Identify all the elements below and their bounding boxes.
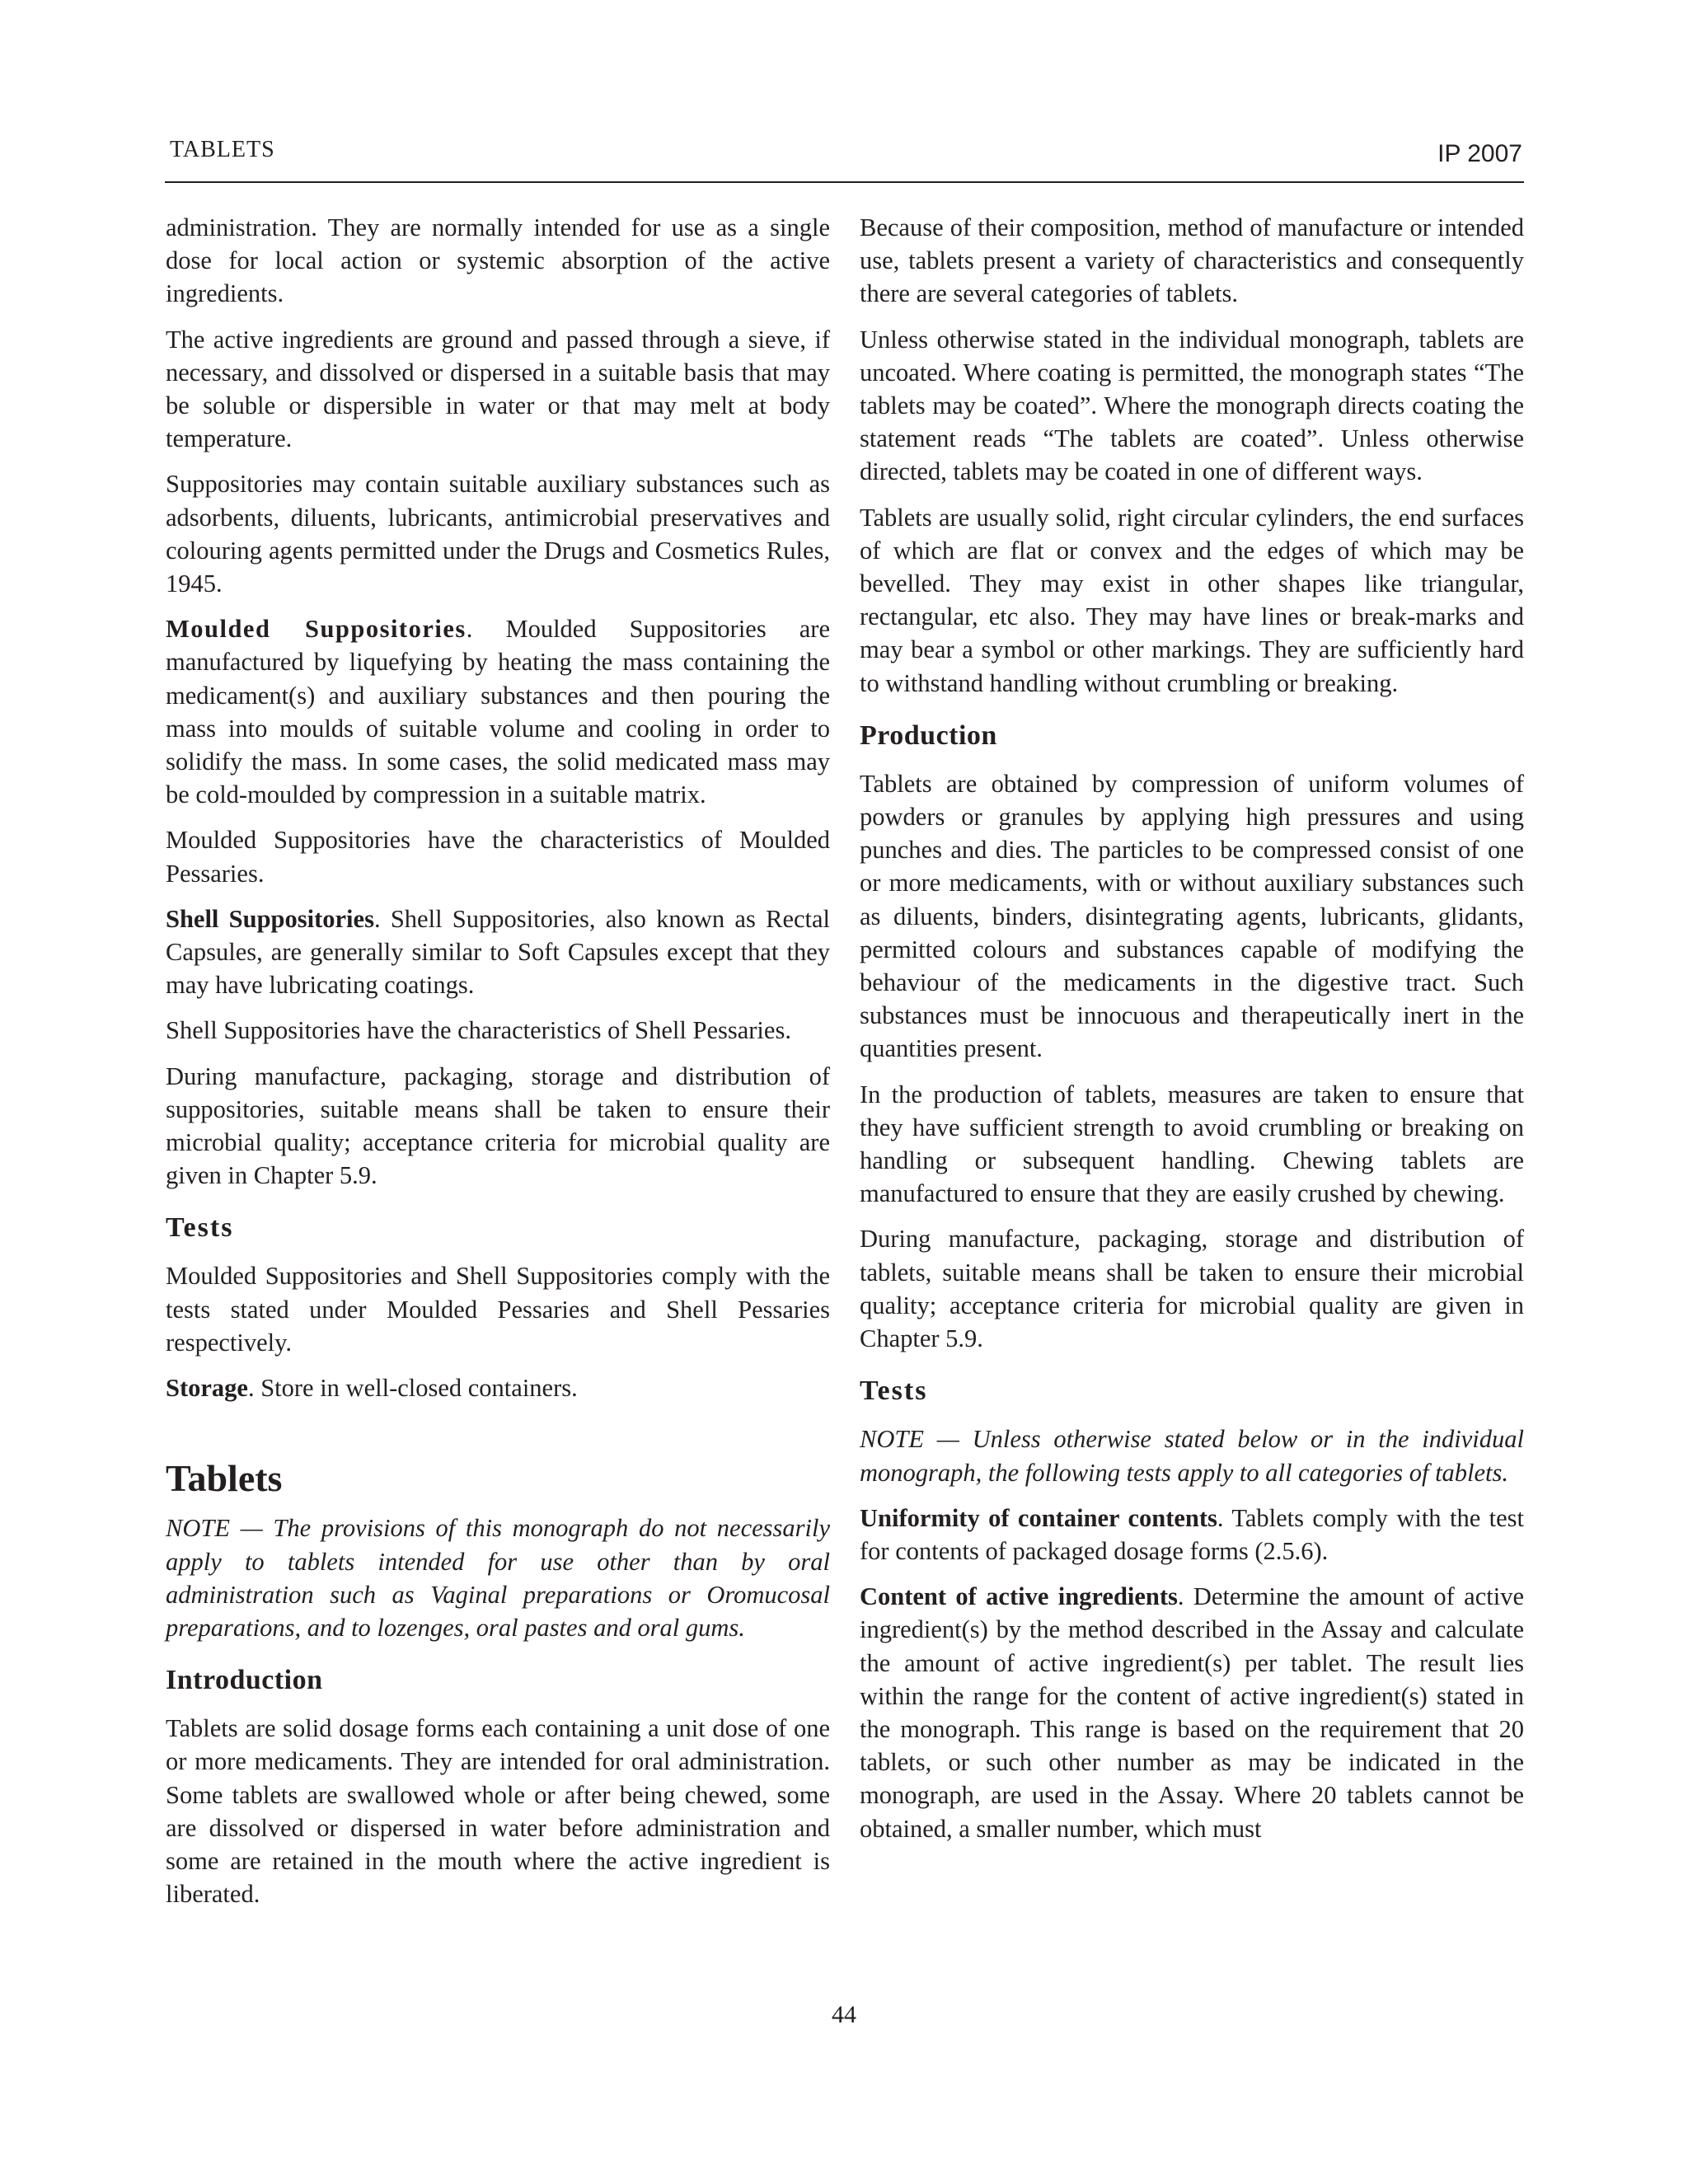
paragraph: Suppositories may contain suitable auxiliary substances such as adsorbents, diluents, lubricants, antimicrobial preservatives and colouring agents permitted under the Drugs and Cosmetics Rules, 1945. — [166, 470, 830, 598]
paragraph-text: . Determine the amount of active ingredient(s) by the method described in the Assay and calculate the amount of active ingredient(s) per tablet. The result lies within the range for the content of active ingredient(s) stated in the monograph. This range is based on the requirement that 20 tablets, or such other number as may be indicated in the monograph, are used in the Assay. Where 20 tablets cannot be obtained, a smaller number, which must — [860, 1582, 1524, 1843]
paragraph: During manufacture, packaging, storage and distribution of tablets, suitable means shall be taken to ensure their microbial quality; acceptance criteria for microbial quality are given in Chapter 5.9. — [860, 1225, 1524, 1353]
storage-paragraph — [166, 1371, 830, 1404]
paragraph: Moulded Suppositories have the characteristics of Moulded Pessaries. — [166, 826, 830, 888]
paragraph: During manufacture, packaging, storage and distribution of suppositories, suitable means shall be taken to ensure their microbial quality; acceptance criteria for microbial quality are given in Chapter 5.9. — [166, 1062, 830, 1190]
paragraph: Moulded Suppositories and Shell Suppositories comply with the tests stated under Moulded Pessaries and Shell Pessaries respectively. — [166, 1262, 830, 1357]
paragraph-text: . Moulded Suppositories are manufactured by liquefying by heating the mass containing the medicament(s) and auxiliary substances and then pouring the mass into moulds of suitable volume and cooling in order to solidify the mass. In some cases, the solid medicated mass may be cold-moulded by compression in a suitable matrix. — [166, 615, 830, 809]
section-heading-production: Production — [860, 719, 997, 751]
page-header — [165, 134, 1524, 183]
paragraph-text: . Store in well-closed containers. — [247, 1374, 578, 1403]
paragraph-text: . Tablets comply with the test for contents of packaged dosage forms (2.5.6). — [860, 1503, 1524, 1565]
tests-note: NOTE — Unless otherwise stated below or in the individual monograph, the following tests apply to all categories of tablets. — [860, 1425, 1524, 1487]
section-heading-tests: Tests — [860, 1376, 928, 1407]
run-in-heading: Uniformity of container contents — [860, 1503, 1217, 1532]
paragraph: Shell Suppositories have the characteristics of Shell Pessaries. — [166, 1016, 791, 1045]
monograph-note: NOTE — The provisions of this monograph do not necessarily apply to tablets intended for use other than by oral administration such as Vaginal preparations or Oromucosal preparations, and to lozenges, oral pastes and oral gums. — [166, 1514, 830, 1642]
content-paragraph — [860, 1580, 1524, 1845]
paragraph: administration. They are normally intended for use as a single dose for local action or systemic absorption of the active ingredients. — [166, 213, 830, 308]
paragraph: Because of their composition, method of manufacture or intended use, tablets present a variety of characteristics and consequently there are several categories of tablets. — [860, 213, 1524, 308]
run-in-heading: Content of active ingredients — [860, 1582, 1178, 1611]
right-column — [860, 211, 1524, 1858]
paragraph: Tablets are solid dosage forms each containing a unit dose of one or more medicaments. They are intended for oral administration. Some tablets are swallowed whole or after being chewed, some are dissolved or dispersed in water before administration and some are retained in the mouth where the active ingredient is liberated. — [166, 1714, 830, 1909]
section-heading-tests: Tests — [166, 1212, 234, 1244]
page-number: 44 — [832, 2001, 856, 2028]
uniformity-paragraph — [860, 1502, 1524, 1568]
paragraph: In the production of tablets, measures are taken to ensure that they have sufficient strength to avoid crumbling or breaking on handling or subsequent handling. Chewing tablets are manufactured to ensure that they are easily crushed by chewing. — [860, 1080, 1524, 1208]
run-in-heading: Moulded Suppositories — [166, 615, 467, 644]
monograph-title: Tablets — [166, 1457, 283, 1500]
running-head-section: TABLETS — [170, 137, 275, 162]
paragraph: Unless otherwise stated in the individual monograph, tablets are uncoated. Where coating is permitted, the monograph states “The tablets may be coated”. Where the monograph directs coating the statement reads “The tablets are coated”. Unless otherwise directed, tablets may be coated in one of different ways. — [860, 325, 1524, 486]
paragraph-text: . Shell Suppositories, also known as Rectal Capsules, are generally similar to Soft Capsules except that they may have lubricating coatings. — [166, 904, 831, 1000]
paragraph: The active ingredients are ground and passed through a sieve, if necessary, and dissolved or dispersed in a suitable basis that may be soluble or dispersible in water or that may melt at body temperature. — [166, 325, 830, 453]
moulded-suppositories-paragraph — [166, 612, 830, 811]
running-head-edition: IP 2007 — [1437, 140, 1522, 167]
run-in-heading: Storage — [166, 1374, 248, 1403]
section-heading-introduction: Introduction — [166, 1665, 323, 1696]
shell-suppositories-paragraph — [166, 902, 830, 1002]
paragraph: Tablets are usually solid, right circular cylinders, the end surfaces of which are flat or convex and the edges of which may be bevelled. They may exist in other shapes like triangular, rectangular, etc also. They may have lines or break-marks and may bear a symbol or other markings. They are sufficiently hard to withstand handling without crumbling or breaking. — [860, 503, 1524, 697]
run-in-heading: Shell Suppositories — [166, 904, 374, 933]
paragraph: Tablets are obtained by compression of uniform volumes of powders or granules by applying high pressures and using punches and dies. The particles to be compressed consist of one or more medicaments, with or without auxiliary substances such as diluents, binders, disintegrating agents, lubricants, glidants, permitted colours and substances capable of modifying the behaviour of the medicaments in the digestive tract. Such substances must be innocuous and therapeutically inert in the quantities present. — [860, 769, 1524, 1063]
left-column — [166, 211, 830, 1923]
